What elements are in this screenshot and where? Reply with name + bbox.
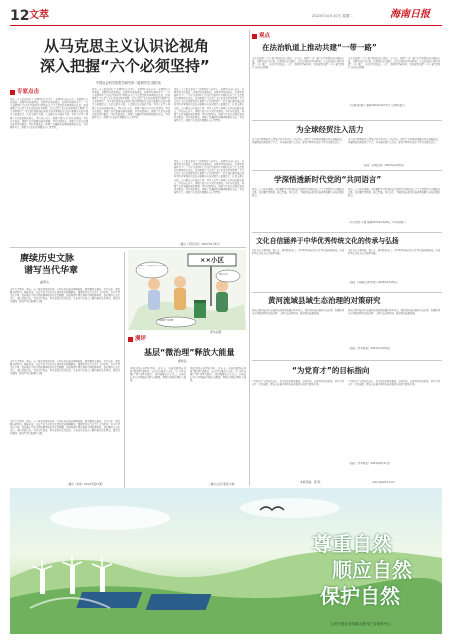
divider-right-3 [252,232,442,233]
article2-title-line1: 赓续历史文脉 [20,254,75,264]
article2-title-line2: 谱写当代华章 [24,266,79,276]
nature-banner [10,488,442,634]
review-body-col2: 基层是国家治理的基石。近年来，各地积极探索基层“微治理”新路径，以小切口推动大变化，从“小区议事厅”到“邻里互助站”，把问题解决在家门口，让居民在参与中增强获得感与归属感，释放出基层治理的大能量。 [190,367,246,383]
right-a6-body-col2: “为党育才”是党校的初心，也是党校的根本职能。办好党校，必须坚持党校姓党，坚持为党育才、为党献策，把培养忠诚干净担当的高素质干部作为根本任务。 [348,380,440,387]
banner-slogan-3: 保护自然 [320,584,400,608]
right-a1-source: （文/蒋 银 黄兰 原载2023年10月7日《光明日报》） [348,104,407,107]
main-source: （摘自《光明日报》2023年9月8日） [178,243,222,246]
masthead-rule [10,25,442,26]
cartoon-sign: ××小区 [200,256,224,264]
main-title-line2: 深入把握“六个必须坚持” [40,57,210,75]
review-author: 唐作品 [178,359,187,363]
divider-right-1 [252,120,442,121]
right-a4-body-col1: 文化自信是更基础、更广泛、更深厚的自信。中华优秀传统文化是中华民族的根和魂，是我们坚定文化自信的深厚基础。 [252,249,344,256]
right-a2-source: （摘自《光明日报》2023年10月8日） [362,164,406,167]
divider-right-5 [252,360,442,361]
section-tag-viewpoint: 观点 [252,33,270,40]
masthead [10,8,442,24]
right-a6-source: （摘自《学习时报》2023年9月27日） [348,462,392,465]
main-body-col2: 党的二十大报告提出了“必须坚持人民至上、必须坚持自信自立、必须坚持守正创新、必须坚持问题导向、必须坚持系统观念、必须坚持胸怀天下”。“六个必须坚持”是习近平新时代中国特色社会主义思想的世界观和方法论，深刻体现了马克思主义认识论的基本原理。从马克思主义认识论视角深入把握“六个必须坚持”，对于我们更好地运用科学的世界观和方法论分析解决实际问题具有重要意义。认识来源于实践，人民群众是实践的主体，坚持人民至上体现了认识论的群众观点。坚持自信自立，体现了独立自主的认识原则。坚持守正创新，体现了认识发展的辩证规律。坚持问题导向，体现了认识从问题出发的基本路径。坚持系统观念，体现了普遍联系和整体把握的方法。坚持胸怀天下，体现了认识的世界眼光与人类情怀。 [92,88,170,119]
article2-author: 曲青山 [40,280,50,284]
right-a5-body-col1: 县域是黄河流域生态保护和高质量发展的基本单元。推进黄河流域县域生态治理，需要统筹山水林田湖草沙系统治理，完善生态补偿机制，推动绿色低碳发展。 [252,309,344,316]
review-source: （摘自人民日报客户端） [208,483,237,486]
footer-email: xuhui@163.com [372,480,395,484]
main-body-col1: 党的二十大报告提出了“必须坚持人民至上、必须坚持自信自立、必须坚持守正创新、必须坚持问题导向、必须坚持系统观念、必须坚持胸怀天下”。“六个必须坚持”是习近平新时代中国特色社会主义思想的世界观和方法论，深刻体现了马克思主义认识论的基本原理。从马克思主义认识论视角深入把握“六个必须坚持”，对于我们更好地运用科学的世界观和方法论分析解决实际问题具有重要意义。认识来源于实践，人民群众是实践的主体，坚持人民至上体现了认识论的群众观点。坚持自信自立，体现了独立自主的认识原则。坚持守正创新，体现了认识发展的辩证规律。坚持问题导向，体现了认识从问题出发的基本路径。坚持系统观念，体现了普遍联系和整体把握的方法。坚持胸怀天下，体现了认识的世界眼光与人类情怀。 [10,98,88,129]
banner-bottom-credit: 人民日报社全国重点报刊广告制作中心 [330,622,392,626]
vertical-rule-left [124,252,125,488]
cartoon-credit: 唐作品/图 [210,331,222,334]
cartoon-bubble-3: 为民服务“微治理” [158,320,175,322]
main-title-line1: 从马克思主义认识论视角 [44,37,210,55]
article2-body-b: 文化关乎国本、国运。每一种文明都延续着一个国家和民族的精神血脉，既需要薪火相传、代代守护，更需要与时俱进、推陈出新。习近平总书记对文化建设提出明确要求，强调坚持以马克思主义为指导，坚守中华文化立场，提炼展示中华文明的精神标识和文化精髓，加快构建中国话语和中国叙事体系。我们要坚定文化自信，秉持开放包容，坚持守正创新，担负起新的文化使命，在新的历史起点上继续推动文化繁荣、建设文化强国、建设中华民族现代文明。 [10,360,120,376]
right-a3-source: （中央党校 王嘉 原载2023年9月20日《学习时报》） [348,221,407,224]
cartoon-bubble-2: 我们支持！ [219,274,230,276]
right-a5-body-col2: 县域是黄河流域生态保护和高质量发展的基本单元。推进黄河流域县域生态治理，需要统筹山水林田湖草沙系统治理，完善生态补偿机制，推动绿色低碳发展。 [348,309,440,316]
right-a5-title: 黄河流域县域生态治理的对策研究 [268,296,381,305]
section-tag-review: 漫评 [128,336,146,343]
right-a4-source: （摘自《中国社会科学报》2023年9月25日） [348,281,400,284]
right-a4-body-col2: 文化自信是更基础、更广泛、更深厚的自信。中华优秀传统文化是中华民族的根和魂，是我们坚定文化自信的深厚基础。 [348,249,440,256]
right-a6-title: “为党育才”的目标指向 [292,366,370,375]
right-a2-body-col2: 第六届中国国际进口博览会将于11月在上海举办。进博会为世界各国展示国家发展成就、开展国际贸易提供了平台，为全球经贸注入活力，彰显中国坚持高水平对外开放的决心。 [348,138,440,145]
right-a1-title: 在法治轨道上推动共建“一带一路” [262,43,377,52]
main-body-col3b: 党的二十大报告提出了“必须坚持人民至上、必须坚持自信自立、必须坚持守正创新、必须坚持问题导向、必须坚持系统观念、必须坚持胸怀天下”。“六个必须坚持”是习近平新时代中国特色社会主义思想的世界观和方法论，深刻体现了马克思主义认识论的基本原理。从马克思主义认识论视角深入把握“六个必须坚持”，对于我们更好地运用科学的世界观和方法论分析解决实际问题具有重要意义。认识来源于实践，人民群众是实践的主体，坚持人民至上体现了认识论的群众观点。坚持自信自立，体现了独立自主的认识原则。坚持守正创新，体现了认识发展的辩证规律。坚持问题导向，体现了认识从问题出发的基本路径。坚持系统观念，体现了普遍联系和整体把握的方法。坚持胸怀天下，体现了认识的世界眼光与人类情怀。 [174,160,244,194]
right-a4-title: 文化自信涵养于中华优秀传统文化的传承与弘扬 [256,237,399,245]
main-body-col3: 党的二十大报告提出了“必须坚持人民至上、必须坚持自信自立、必须坚持守正创新、必须坚持问题导向、必须坚持系统观念、必须坚持胸怀天下”。“六个必须坚持”是习近平新时代中国特色社会主义思想的世界观和方法论，深刻体现了马克思主义认识论的基本原理。从马克思主义认识论视角深入把握“六个必须坚持”，对于我们更好地运用科学的世界观和方法论分析解决实际问题具有重要意义。认识来源于实践，人民群众是实践的主体，坚持人民至上体现了认识论的群众观点。坚持自信自立，体现了独立自主的认识原则。坚持守正创新，体现了认识发展的辩证规律。坚持问题导向，体现了认识从问题出发的基本路径。坚持系统观念，体现了普遍联系和整体把握的方法。坚持胸怀天下，体现了认识的世界眼光与人类情怀。 [174,88,244,122]
divider-right-2 [252,170,442,171]
banner-slogan-2: 顺应自然 [332,558,412,582]
divider-main [10,247,246,248]
review-title: 基层“微治理”释放大能量 [144,348,235,357]
cartoon-bubble-1: 居民们，小区的垃圾分类要求来了…… [138,265,166,270]
right-a3-title: 学深悟透新时代党的“共同语言” [274,175,382,184]
right-a1-body-col2: 今年是共建“一带一路”倡议提出十周年。十年来，共建“一带一路”从中国倡议走向国际实践，从理念转化为行动，从愿景转变为现实。法治是最好的营商环境。在法治轨道上推进共建“一带一路”，有利于营造稳定、公平、透明的营商环境，为高质量共建“一带一路”提供有力的法治保障。 [348,57,440,70]
right-a3-body-col2: 党的二十大报告强调，全党要把学习贯彻习近平新时代中国特色社会主义思想作为首要政治任务。我们要学深悟透、融会贯通、真信笃行，不断提高运用党的创新理论解决实际问题的能力。 [348,188,440,198]
article2-body-c: 文化关乎国本、国运。每一种文明都延续着一个国家和民族的精神血脉，既需要薪火相传、代代守护，更需要与时俱进、推陈出新。习近平总书记对文化建设提出明确要求，强调坚持以马克思主义为指导，坚守中华文化立场，提炼展示中华文明的精神标识和文化精髓，加快构建中国话语和中国叙事体系。我们要坚定文化自信，秉持开放包容，坚持守正创新，担负起新的文化使命，在新的历史起点上继续推动文化繁荣、建设文化强国、建设中华民族现代文明。 [10,420,120,436]
vertical-rule-center [249,30,250,486]
right-a1-body-col1: 今年是共建“一带一路”倡议提出十周年。十年来，共建“一带一路”从中国倡议走向国际实践，从理念转化为行动，从愿景转变为现实。法治是最好的营商环境。在法治轨道上推进共建“一带一路”，有利于营造稳定、公平、透明的营商环境，为高质量共建“一带一路”提供有力的法治保障。 [252,57,344,70]
article2-source: （摘自《求是》2023年第17期） [66,483,105,486]
article2-body-a: 文化关乎国本、国运。每一种文明都延续着一个国家和民族的精神血脉，既需要薪火相传、代代守护，更需要与时俱进、推陈出新。习近平总书记对文化建设提出明确要求，强调坚持以马克思主义为指导，坚守中华文化立场，提炼展示中华文明的精神标识和文化精髓，加快构建中国话语和中国叙事体系。我们要坚定文化自信，秉持开放包容，坚持守正创新，担负起新的文化使命，在新的历史起点上继续推动文化繁荣、建设文化强国、建设中华民族现代文明。 [10,288,120,304]
footer-editor: 本版责编：郭 艳 [300,480,321,484]
cartoon-illustration [128,250,246,330]
column-name: 文萃 [29,10,49,21]
right-a3-body-col1: 党的二十大报告强调，全党要把学习贯彻习近平新时代中国特色社会主义思想作为首要政治任务。我们要学深悟透、融会贯通、真信笃行，不断提高运用党的创新理论解决实际问题的能力。 [252,188,344,198]
paper-name: 海南日报 [390,9,430,20]
right-a6-body-col1: “为党育才”是党校的初心，也是党校的根本职能。办好党校，必须坚持党校姓党，坚持为党育才、为党献策，把培养忠诚干净担当的高素质干部作为根本任务。 [252,380,344,387]
right-a5-source: （摘自《学习时报》2023年10月6日） [348,347,392,350]
divider-right-4 [252,292,442,293]
review-body-col1: 基层是国家治理的基石。近年来，各地积极探索基层“微治理”新路径，以小切口推动大变化，从“小区议事厅”到“邻里互助站”，把问题解决在家门口，让居民在参与中增强获得感与归属感，释放出基层治理的大能量。 [130,367,186,383]
section-tag-expert: 专家点击 [10,89,39,96]
tag-square-icon [252,34,257,39]
tag-square-icon [128,337,133,342]
tag-square-icon [10,90,15,95]
right-a2-title: 为全球经贸注入活力 [296,125,364,134]
page-number: 12 [10,8,30,24]
issue-date: 2023年10月10日 星期二 [312,14,353,18]
right-a2-body-col1: 第六届中国国际进口博览会将于11月在上海举办。进博会为世界各国展示国家发展成就、开展国际贸易提供了平台，为全球经贸注入活力，彰显中国坚持高水平对外开放的决心。 [252,138,344,145]
banner-slogan-1: 尊重自然 [312,532,392,556]
main-byline: 中国社会科学院哲学研究所二级研究员 欧阳英 [96,81,161,85]
